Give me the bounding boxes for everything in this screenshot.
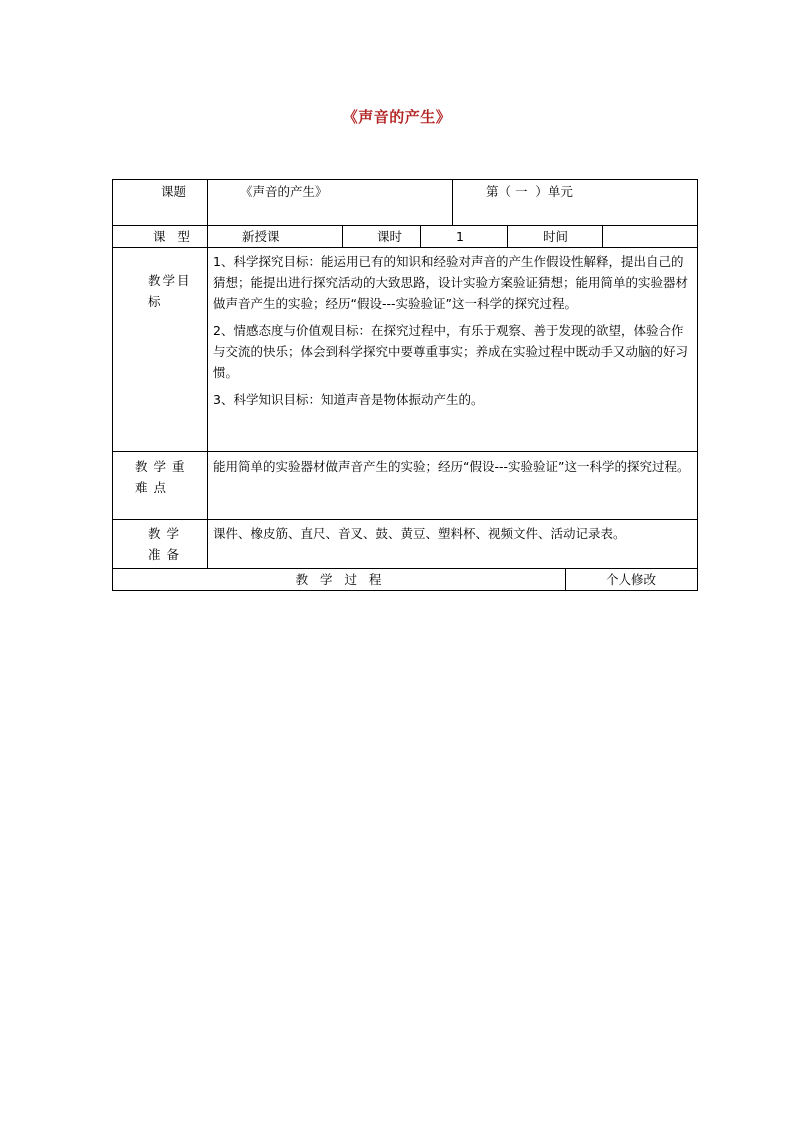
preparation-label: 教学准备: [148, 526, 186, 562]
goal-item: 2、情感态度与价值观目标：在探究过程中，有乐于观察、善于发现的欲望，体验合作与交流的快乐；体会到科学探究中要尊重事实；养成在实验过程中既动手又动脑的好习惯。: [213, 323, 689, 380]
table-border-right: [697, 179, 698, 591]
table-rule: [420, 225, 421, 248]
table-rule: [112, 247, 698, 248]
table-rule: [112, 519, 698, 520]
table-border-left: [112, 179, 113, 591]
hours-value: 1: [456, 229, 464, 244]
table-rule: [207, 179, 208, 569]
lesson-type-value: 新授课: [242, 229, 280, 244]
unit-value: 第（ 一 ）单元: [486, 184, 573, 199]
goal-item: 1、科学探究目标：能运用已有的知识和经验对声音的产生作假设性解释，提出自己的猜想；能提出进行探究活动的大致思路，设计实验方案验证猜想；能用简单的实验器材做声音产生的实验；经历“假设---实验验证”这一科学的探究过程。: [213, 254, 689, 311]
table-rule: [112, 225, 698, 226]
page-title: 《声音的产生》: [342, 108, 452, 126]
time-label: 时间: [543, 229, 569, 244]
key-points-content: 能用简单的实验器材做声音产生的实验；经历“假设---实验验证”这一科学的探究过程。: [213, 459, 690, 474]
lesson-type-label: 课 型: [153, 229, 190, 244]
table-rule: [452, 179, 453, 226]
goal-item: 3、科学知识目标：知道声音是物体振动产生的。: [213, 392, 484, 407]
table-rule: [507, 225, 508, 248]
lesson-title-value: 《声音的产生》: [240, 184, 328, 199]
table-rule: [342, 225, 343, 248]
table-border-bottom: [112, 590, 698, 591]
teaching-goals-content: [213, 251, 693, 416]
preparation-content: 课件、橡皮筋、直尺、音叉、鼓、黄豆、塑料杯、视频文件、活动记录表。: [213, 526, 626, 541]
topic-label: 课题: [161, 184, 187, 199]
hours-label: 课时: [377, 229, 403, 244]
table-rule: [112, 451, 698, 452]
table-rule: [602, 225, 603, 248]
table-border-top: [112, 179, 698, 180]
personal-revision-label: 个人修改: [605, 572, 656, 587]
key-points-label: 教学重难点: [135, 459, 191, 495]
teaching-goals-label: 教学目标: [148, 273, 192, 309]
teaching-process-label: 教 学 过 程: [295, 572, 382, 587]
